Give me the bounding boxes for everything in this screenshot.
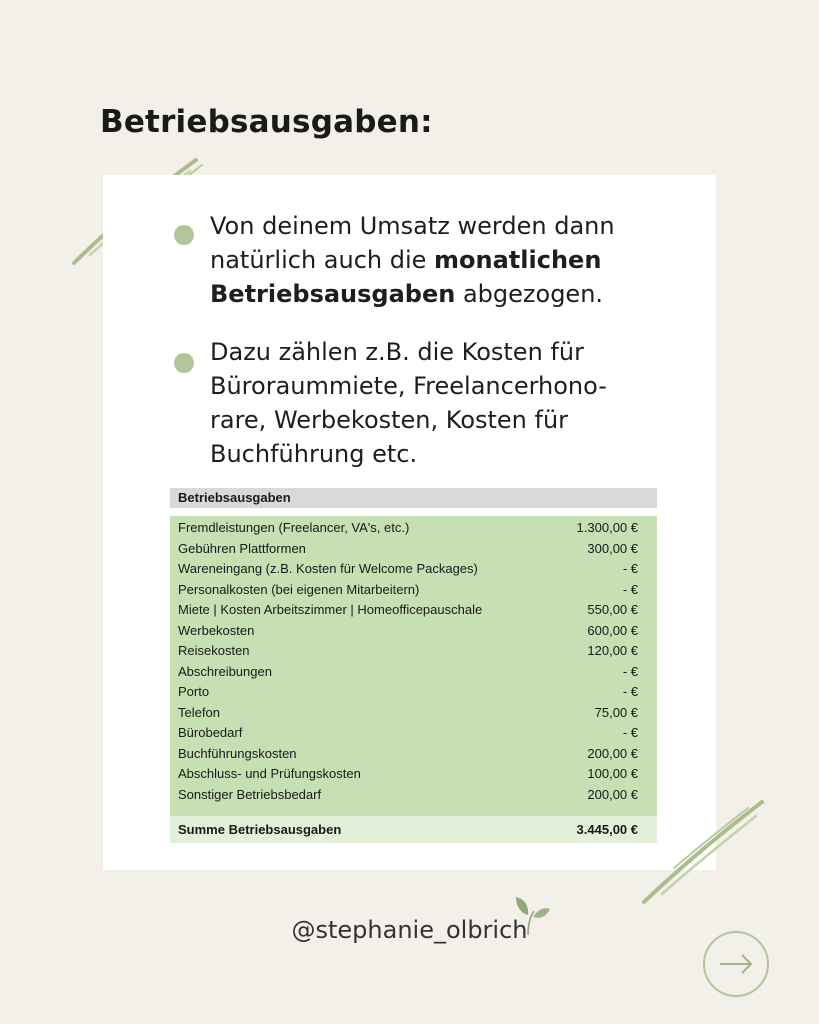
row-amount: 600,00 € <box>587 622 638 638</box>
row-amount: 300,00 € <box>587 540 638 556</box>
row-amount: 1.300,00 € <box>576 520 638 535</box>
bullet-text <box>210 209 660 311</box>
row-amount: 75,00 € <box>594 704 638 720</box>
brush-stroke-bottom-right-icon <box>638 798 768 908</box>
row-label: Personalkosten (bei eigenen Mitarbeitern) <box>178 581 420 597</box>
row-amount: - € <box>622 663 638 679</box>
row-amount: - € <box>622 561 638 576</box>
row-amount: 200,00 € <box>587 745 638 761</box>
table-row <box>170 764 657 785</box>
row-label: Miete | Kosten Arbeitszimmer | Homeofficepauschale <box>178 602 483 617</box>
table-body <box>170 516 657 808</box>
bullet-text-regular-end: abgezogen. <box>455 280 604 308</box>
row-label: Gebühren Plattformen <box>178 540 306 556</box>
bullet-text: Dazu zählen z.B. die Kosten für Büroraummiete, Freelancerhono-rare, Werbekosten, Kosten für Buchführung etc. <box>210 338 607 468</box>
row-label: Fremdleistungen (Freelancer, VA's, etc.) <box>178 520 410 535</box>
row-amount: 200,00 € <box>587 786 638 802</box>
social-handle: @stephanie_olbrich <box>291 916 528 944</box>
expense-table <box>170 488 657 843</box>
row-label: Werbekosten <box>178 622 255 638</box>
content-card <box>103 175 716 870</box>
row-label: Reisekosten <box>178 643 250 658</box>
row-label: Buchführungskosten <box>178 745 297 761</box>
table-row <box>170 662 657 683</box>
table-row <box>170 744 657 765</box>
row-amount: 120,00 € <box>587 643 638 658</box>
row-label: Porto <box>178 684 210 699</box>
table-row <box>170 518 657 539</box>
row-amount: 550,00 € <box>587 602 638 617</box>
table-row <box>170 559 657 580</box>
table-header: Betriebsausgaben <box>170 488 657 508</box>
row-label: Abschreibungen <box>178 663 272 679</box>
table-row <box>170 539 657 560</box>
row-amount: - € <box>622 684 638 699</box>
sprout-icon <box>508 893 552 937</box>
page-title: Betriebsausgaben: <box>100 104 433 140</box>
next-button[interactable] <box>703 931 769 997</box>
table-row <box>170 580 657 601</box>
table-row <box>170 682 657 703</box>
table-row <box>170 641 657 662</box>
table-row <box>170 621 657 642</box>
total-label: Summe Betriebsausgaben <box>178 822 342 837</box>
row-label: Sonstiger Betriebsbedarf <box>178 786 322 802</box>
bullet-text-bold: monatlichen Betriebsausgaben <box>210 246 602 308</box>
bullet-text-regular: Von deinem Umsatz werden dann natürlich auch die <box>210 212 615 274</box>
arrow-right-icon <box>705 933 767 995</box>
bullet-dot-icon <box>174 353 194 373</box>
table-row <box>170 723 657 744</box>
total-amount: 3.445,00 € <box>576 822 638 837</box>
table-total-row <box>170 816 657 843</box>
row-label: Abschluss- und Prüfungskosten <box>178 766 361 781</box>
row-amount: - € <box>622 581 638 597</box>
row-label: Wareneingang (z.B. Kosten für Welcome Packages) <box>178 561 478 576</box>
table-row <box>170 785 657 806</box>
row-amount: - € <box>622 725 638 740</box>
table-row <box>170 600 657 621</box>
row-label: Telefon <box>178 704 220 720</box>
bullet-dot-icon <box>174 225 194 245</box>
table-row <box>170 703 657 724</box>
row-label: Bürobedarf <box>178 725 243 740</box>
row-amount: 100,00 € <box>587 766 638 781</box>
